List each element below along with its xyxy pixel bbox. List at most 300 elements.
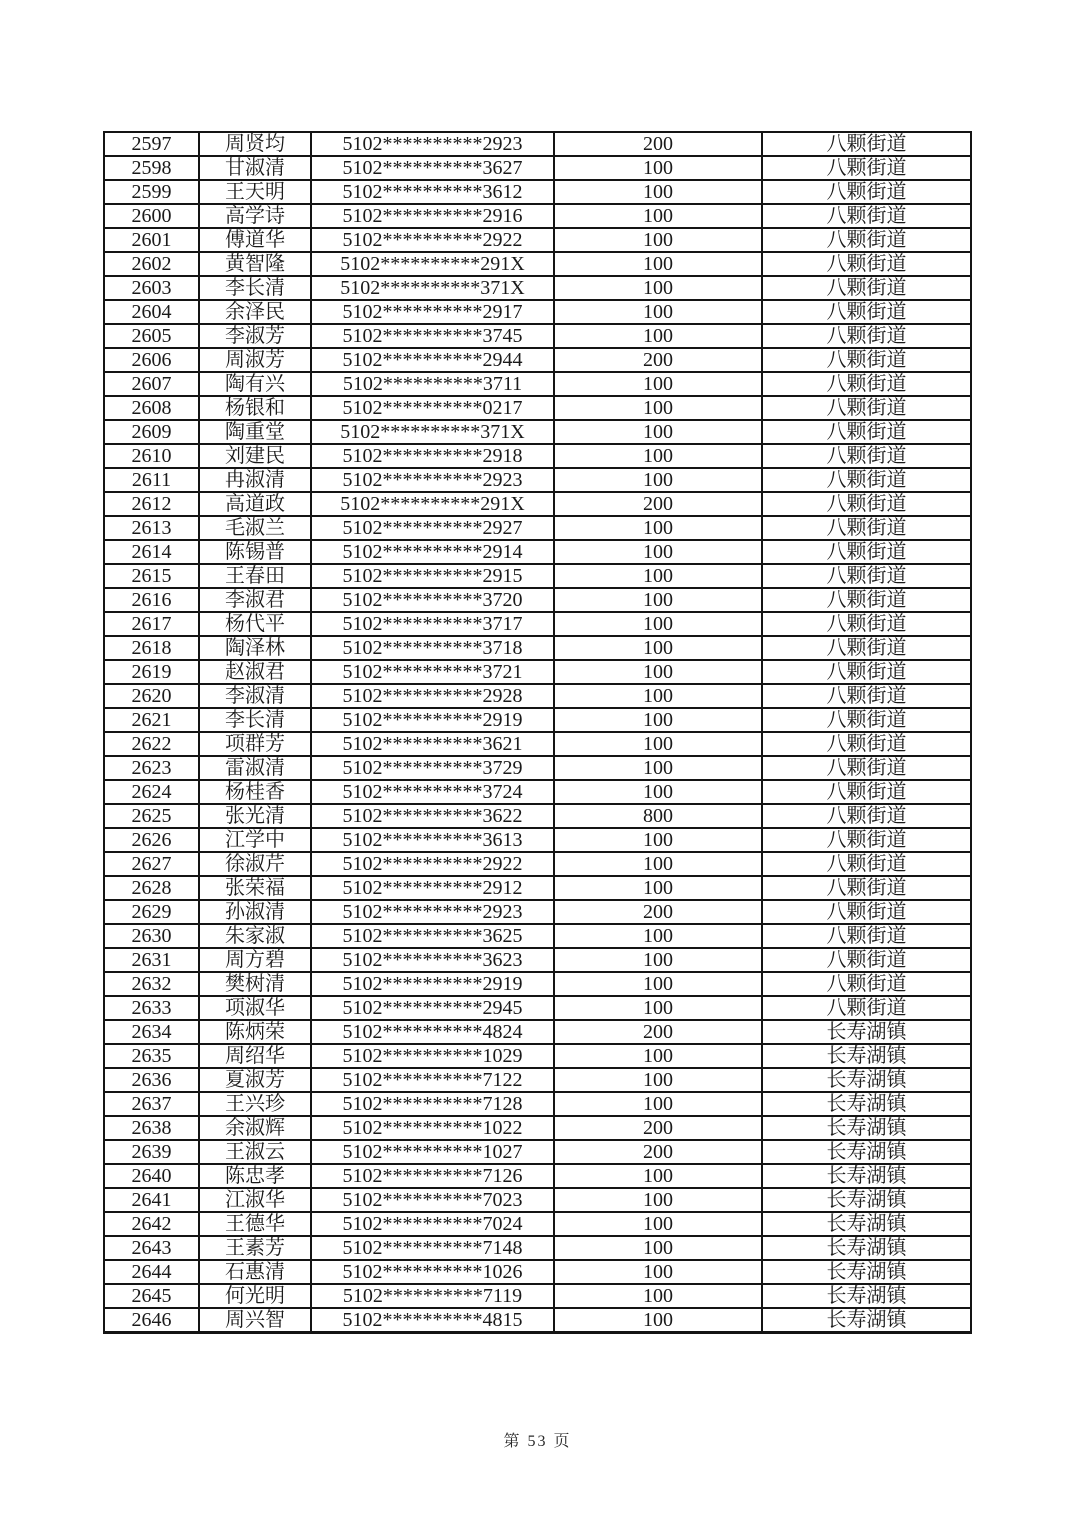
name-cell: 江学中 bbox=[199, 828, 311, 852]
id-number-cell: 5102**********7126 bbox=[311, 1164, 554, 1188]
table-row bbox=[104, 348, 971, 372]
table-row bbox=[104, 276, 971, 300]
id-number-cell: 5102**********3613 bbox=[311, 828, 554, 852]
id-number-cell: 5102**********4815 bbox=[311, 1308, 554, 1333]
name-cell: 王淑云 bbox=[199, 1140, 311, 1164]
district-cell: 八颗街道 bbox=[762, 564, 971, 588]
table-row bbox=[104, 1068, 971, 1092]
name-cell: 高道政 bbox=[199, 492, 311, 516]
district-cell: 长寿湖镇 bbox=[762, 1236, 971, 1260]
id-number-cell: 5102**********291X bbox=[311, 252, 554, 276]
district-cell: 长寿湖镇 bbox=[762, 1044, 971, 1068]
district-cell: 八颗街道 bbox=[762, 348, 971, 372]
amount-cell: 200 bbox=[554, 900, 762, 924]
district-cell: 八颗街道 bbox=[762, 876, 971, 900]
table-row bbox=[104, 468, 971, 492]
table-row bbox=[104, 324, 971, 348]
name-cell: 余淑辉 bbox=[199, 1116, 311, 1140]
amount-cell: 100 bbox=[554, 228, 762, 252]
id-number-cell: 5102**********2922 bbox=[311, 852, 554, 876]
id-number-cell: 5102**********3718 bbox=[311, 636, 554, 660]
name-cell: 甘淑清 bbox=[199, 156, 311, 180]
district-cell: 八颗街道 bbox=[762, 780, 971, 804]
table-row bbox=[104, 444, 971, 468]
table-row bbox=[104, 1284, 971, 1308]
table-row bbox=[104, 1116, 971, 1140]
id-number-cell: 5102**********7119 bbox=[311, 1284, 554, 1308]
id-number-cell: 5102**********7024 bbox=[311, 1212, 554, 1236]
amount-cell: 200 bbox=[554, 492, 762, 516]
id-number-cell: 5102**********2945 bbox=[311, 996, 554, 1020]
table-row bbox=[104, 900, 971, 924]
row-number-cell: 2618 bbox=[104, 636, 199, 660]
amount-cell: 100 bbox=[554, 540, 762, 564]
name-cell: 李长清 bbox=[199, 708, 311, 732]
district-cell: 八颗街道 bbox=[762, 420, 971, 444]
row-number-cell: 2637 bbox=[104, 1092, 199, 1116]
id-number-cell: 5102**********3729 bbox=[311, 756, 554, 780]
row-number-cell: 2609 bbox=[104, 420, 199, 444]
amount-cell: 200 bbox=[554, 1116, 762, 1140]
district-cell: 长寿湖镇 bbox=[762, 1092, 971, 1116]
name-cell: 何光明 bbox=[199, 1284, 311, 1308]
amount-cell: 100 bbox=[554, 972, 762, 996]
row-number-cell: 2638 bbox=[104, 1116, 199, 1140]
name-cell: 雷淑清 bbox=[199, 756, 311, 780]
id-number-cell: 5102**********7128 bbox=[311, 1092, 554, 1116]
name-cell: 赵淑君 bbox=[199, 660, 311, 684]
district-cell: 八颗街道 bbox=[762, 468, 971, 492]
id-number-cell: 5102**********3612 bbox=[311, 180, 554, 204]
row-number-cell: 2617 bbox=[104, 612, 199, 636]
name-cell: 李淑清 bbox=[199, 684, 311, 708]
id-number-cell: 5102**********371X bbox=[311, 276, 554, 300]
row-number-cell: 2615 bbox=[104, 564, 199, 588]
id-number-cell: 5102**********3623 bbox=[311, 948, 554, 972]
district-cell: 八颗街道 bbox=[762, 924, 971, 948]
table-row bbox=[104, 1260, 971, 1284]
id-number-cell: 5102**********1022 bbox=[311, 1116, 554, 1140]
row-number-cell: 2627 bbox=[104, 852, 199, 876]
row-number-cell: 2602 bbox=[104, 252, 199, 276]
amount-cell: 100 bbox=[554, 1164, 762, 1188]
id-number-cell: 5102**********2912 bbox=[311, 876, 554, 900]
table-row bbox=[104, 1020, 971, 1044]
district-cell: 长寿湖镇 bbox=[762, 1260, 971, 1284]
amount-cell: 100 bbox=[554, 276, 762, 300]
district-cell: 八颗街道 bbox=[762, 948, 971, 972]
amount-cell: 800 bbox=[554, 804, 762, 828]
amount-cell: 200 bbox=[554, 132, 762, 156]
district-cell: 八颗街道 bbox=[762, 852, 971, 876]
name-cell: 陈炳荣 bbox=[199, 1020, 311, 1044]
name-cell: 周贤均 bbox=[199, 132, 311, 156]
name-cell: 李长清 bbox=[199, 276, 311, 300]
district-cell: 八颗街道 bbox=[762, 900, 971, 924]
table-row bbox=[104, 1140, 971, 1164]
id-number-cell: 5102**********1029 bbox=[311, 1044, 554, 1068]
row-number-cell: 2597 bbox=[104, 132, 199, 156]
id-number-cell: 5102**********2915 bbox=[311, 564, 554, 588]
amount-cell: 100 bbox=[554, 636, 762, 660]
row-number-cell: 2598 bbox=[104, 156, 199, 180]
table-row bbox=[104, 660, 971, 684]
amount-cell: 200 bbox=[554, 348, 762, 372]
name-cell: 樊树清 bbox=[199, 972, 311, 996]
beneficiary-table bbox=[103, 131, 972, 1334]
id-number-cell: 5102**********2919 bbox=[311, 972, 554, 996]
district-cell: 长寿湖镇 bbox=[762, 1308, 971, 1333]
amount-cell: 100 bbox=[554, 588, 762, 612]
amount-cell: 100 bbox=[554, 852, 762, 876]
row-number-cell: 2604 bbox=[104, 300, 199, 324]
row-number-cell: 2636 bbox=[104, 1068, 199, 1092]
row-number-cell: 2623 bbox=[104, 756, 199, 780]
id-number-cell: 5102**********2918 bbox=[311, 444, 554, 468]
row-number-cell: 2640 bbox=[104, 1164, 199, 1188]
name-cell: 李淑芳 bbox=[199, 324, 311, 348]
row-number-cell: 2631 bbox=[104, 948, 199, 972]
id-number-cell: 5102**********291X bbox=[311, 492, 554, 516]
amount-cell: 100 bbox=[554, 180, 762, 204]
name-cell: 周绍华 bbox=[199, 1044, 311, 1068]
name-cell: 王素芳 bbox=[199, 1236, 311, 1260]
table-row bbox=[104, 492, 971, 516]
row-number-cell: 2633 bbox=[104, 996, 199, 1020]
id-number-cell: 5102**********3721 bbox=[311, 660, 554, 684]
name-cell: 石惠清 bbox=[199, 1260, 311, 1284]
row-number-cell: 2608 bbox=[104, 396, 199, 420]
table-row bbox=[104, 876, 971, 900]
amount-cell: 100 bbox=[554, 468, 762, 492]
table-row bbox=[104, 420, 971, 444]
district-cell: 八颗街道 bbox=[762, 444, 971, 468]
name-cell: 项淑华 bbox=[199, 996, 311, 1020]
row-number-cell: 2642 bbox=[104, 1212, 199, 1236]
name-cell: 张荣福 bbox=[199, 876, 311, 900]
row-number-cell: 2610 bbox=[104, 444, 199, 468]
row-number-cell: 2628 bbox=[104, 876, 199, 900]
id-number-cell: 5102**********1027 bbox=[311, 1140, 554, 1164]
table-row bbox=[104, 1044, 971, 1068]
id-number-cell: 5102**********3717 bbox=[311, 612, 554, 636]
row-number-cell: 2612 bbox=[104, 492, 199, 516]
id-number-cell: 5102**********3745 bbox=[311, 324, 554, 348]
table-row bbox=[104, 372, 971, 396]
table-row bbox=[104, 396, 971, 420]
id-number-cell: 5102**********0217 bbox=[311, 396, 554, 420]
amount-cell: 100 bbox=[554, 156, 762, 180]
name-cell: 余泽民 bbox=[199, 300, 311, 324]
amount-cell: 100 bbox=[554, 708, 762, 732]
id-number-cell: 5102**********3625 bbox=[311, 924, 554, 948]
table-row bbox=[104, 180, 971, 204]
amount-cell: 100 bbox=[554, 1092, 762, 1116]
district-cell: 八颗街道 bbox=[762, 540, 971, 564]
row-number-cell: 2635 bbox=[104, 1044, 199, 1068]
amount-cell: 100 bbox=[554, 516, 762, 540]
table-row bbox=[104, 756, 971, 780]
district-cell: 八颗街道 bbox=[762, 636, 971, 660]
district-cell: 八颗街道 bbox=[762, 684, 971, 708]
district-cell: 八颗街道 bbox=[762, 156, 971, 180]
row-number-cell: 2645 bbox=[104, 1284, 199, 1308]
row-number-cell: 2603 bbox=[104, 276, 199, 300]
row-number-cell: 2601 bbox=[104, 228, 199, 252]
id-number-cell: 5102**********2922 bbox=[311, 228, 554, 252]
id-number-cell: 5102**********2917 bbox=[311, 300, 554, 324]
table-row bbox=[104, 516, 971, 540]
table-row bbox=[104, 1188, 971, 1212]
table-row bbox=[104, 156, 971, 180]
district-cell: 八颗街道 bbox=[762, 204, 971, 228]
table-row bbox=[104, 684, 971, 708]
name-cell: 王天明 bbox=[199, 180, 311, 204]
district-cell: 长寿湖镇 bbox=[762, 1164, 971, 1188]
table-row bbox=[104, 1236, 971, 1260]
row-number-cell: 2641 bbox=[104, 1188, 199, 1212]
table-row bbox=[104, 948, 971, 972]
row-number-cell: 2622 bbox=[104, 732, 199, 756]
table-row bbox=[104, 732, 971, 756]
district-cell: 长寿湖镇 bbox=[762, 1116, 971, 1140]
row-number-cell: 2621 bbox=[104, 708, 199, 732]
id-number-cell: 5102**********3720 bbox=[311, 588, 554, 612]
district-cell: 长寿湖镇 bbox=[762, 1068, 971, 1092]
table-row bbox=[104, 780, 971, 804]
name-cell: 黄智隆 bbox=[199, 252, 311, 276]
district-cell: 八颗街道 bbox=[762, 972, 971, 996]
name-cell: 王德华 bbox=[199, 1212, 311, 1236]
name-cell: 杨代平 bbox=[199, 612, 311, 636]
id-number-cell: 5102**********7122 bbox=[311, 1068, 554, 1092]
district-cell: 长寿湖镇 bbox=[762, 1020, 971, 1044]
district-cell: 长寿湖镇 bbox=[762, 1188, 971, 1212]
name-cell: 陈忠孝 bbox=[199, 1164, 311, 1188]
name-cell: 毛淑兰 bbox=[199, 516, 311, 540]
district-cell: 八颗街道 bbox=[762, 732, 971, 756]
district-cell: 长寿湖镇 bbox=[762, 1212, 971, 1236]
district-cell: 八颗街道 bbox=[762, 708, 971, 732]
row-number-cell: 2624 bbox=[104, 780, 199, 804]
district-cell: 八颗街道 bbox=[762, 828, 971, 852]
amount-cell: 100 bbox=[554, 612, 762, 636]
district-cell: 八颗街道 bbox=[762, 996, 971, 1020]
row-number-cell: 2611 bbox=[104, 468, 199, 492]
amount-cell: 100 bbox=[554, 1260, 762, 1284]
name-cell: 杨银和 bbox=[199, 396, 311, 420]
district-cell: 八颗街道 bbox=[762, 228, 971, 252]
district-cell: 八颗街道 bbox=[762, 132, 971, 156]
name-cell: 李淑君 bbox=[199, 588, 311, 612]
name-cell: 王春田 bbox=[199, 564, 311, 588]
district-cell: 八颗街道 bbox=[762, 300, 971, 324]
amount-cell: 100 bbox=[554, 780, 762, 804]
amount-cell: 100 bbox=[554, 756, 762, 780]
amount-cell: 100 bbox=[554, 1044, 762, 1068]
name-cell: 杨桂香 bbox=[199, 780, 311, 804]
table-row bbox=[104, 252, 971, 276]
table-row bbox=[104, 540, 971, 564]
table-row bbox=[104, 924, 971, 948]
amount-cell: 100 bbox=[554, 684, 762, 708]
amount-cell: 100 bbox=[554, 252, 762, 276]
amount-cell: 100 bbox=[554, 396, 762, 420]
row-number-cell: 2616 bbox=[104, 588, 199, 612]
name-cell: 徐淑芹 bbox=[199, 852, 311, 876]
amount-cell: 100 bbox=[554, 924, 762, 948]
name-cell: 周淑芳 bbox=[199, 348, 311, 372]
name-cell: 孙淑清 bbox=[199, 900, 311, 924]
table-row bbox=[104, 636, 971, 660]
amount-cell: 100 bbox=[554, 1212, 762, 1236]
name-cell: 高学诗 bbox=[199, 204, 311, 228]
district-cell: 八颗街道 bbox=[762, 324, 971, 348]
amount-cell: 100 bbox=[554, 948, 762, 972]
district-cell: 八颗街道 bbox=[762, 492, 971, 516]
district-cell: 八颗街道 bbox=[762, 804, 971, 828]
table-row bbox=[104, 564, 971, 588]
amount-cell: 100 bbox=[554, 876, 762, 900]
name-cell: 王兴珍 bbox=[199, 1092, 311, 1116]
table-row bbox=[104, 828, 971, 852]
id-number-cell: 5102**********4824 bbox=[311, 1020, 554, 1044]
table-row bbox=[104, 1308, 971, 1333]
amount-cell: 100 bbox=[554, 1308, 762, 1333]
row-number-cell: 2600 bbox=[104, 204, 199, 228]
amount-cell: 100 bbox=[554, 564, 762, 588]
table-row bbox=[104, 132, 971, 156]
row-number-cell: 2646 bbox=[104, 1308, 199, 1333]
table-row bbox=[104, 612, 971, 636]
amount-cell: 100 bbox=[554, 444, 762, 468]
amount-cell: 100 bbox=[554, 204, 762, 228]
name-cell: 冉淑清 bbox=[199, 468, 311, 492]
table-row bbox=[104, 588, 971, 612]
row-number-cell: 2620 bbox=[104, 684, 199, 708]
name-cell: 傅道华 bbox=[199, 228, 311, 252]
id-number-cell: 5102**********3621 bbox=[311, 732, 554, 756]
name-cell: 刘建民 bbox=[199, 444, 311, 468]
amount-cell: 100 bbox=[554, 1068, 762, 1092]
table-row bbox=[104, 1092, 971, 1116]
table-row bbox=[104, 1164, 971, 1188]
amount-cell: 100 bbox=[554, 1236, 762, 1260]
district-cell: 长寿湖镇 bbox=[762, 1140, 971, 1164]
id-number-cell: 5102**********2923 bbox=[311, 468, 554, 492]
table-row bbox=[104, 300, 971, 324]
id-number-cell: 5102**********2928 bbox=[311, 684, 554, 708]
row-number-cell: 2632 bbox=[104, 972, 199, 996]
amount-cell: 200 bbox=[554, 1020, 762, 1044]
row-number-cell: 2634 bbox=[104, 1020, 199, 1044]
row-number-cell: 2626 bbox=[104, 828, 199, 852]
row-number-cell: 2614 bbox=[104, 540, 199, 564]
table-row bbox=[104, 1212, 971, 1236]
row-number-cell: 2644 bbox=[104, 1260, 199, 1284]
name-cell: 陈锡普 bbox=[199, 540, 311, 564]
name-cell: 项群芳 bbox=[199, 732, 311, 756]
name-cell: 江淑华 bbox=[199, 1188, 311, 1212]
table-row bbox=[104, 804, 971, 828]
page-number: 第 53 页 bbox=[503, 1433, 572, 1450]
table-row bbox=[104, 204, 971, 228]
row-number-cell: 2639 bbox=[104, 1140, 199, 1164]
district-cell: 八颗街道 bbox=[762, 588, 971, 612]
amount-cell: 100 bbox=[554, 324, 762, 348]
id-number-cell: 5102**********2923 bbox=[311, 900, 554, 924]
id-number-cell: 5102**********2914 bbox=[311, 540, 554, 564]
id-number-cell: 5102**********2923 bbox=[311, 132, 554, 156]
amount-cell: 100 bbox=[554, 372, 762, 396]
amount-cell: 100 bbox=[554, 1284, 762, 1308]
row-number-cell: 2625 bbox=[104, 804, 199, 828]
table-row bbox=[104, 708, 971, 732]
row-number-cell: 2643 bbox=[104, 1236, 199, 1260]
table-body bbox=[104, 132, 971, 1333]
amount-cell: 100 bbox=[554, 420, 762, 444]
row-number-cell: 2613 bbox=[104, 516, 199, 540]
district-cell: 八颗街道 bbox=[762, 180, 971, 204]
id-number-cell: 5102**********3627 bbox=[311, 156, 554, 180]
district-cell: 长寿湖镇 bbox=[762, 1284, 971, 1308]
id-number-cell: 5102**********3724 bbox=[311, 780, 554, 804]
name-cell: 陶泽林 bbox=[199, 636, 311, 660]
id-number-cell: 5102**********3711 bbox=[311, 372, 554, 396]
district-cell: 八颗街道 bbox=[762, 756, 971, 780]
table-row bbox=[104, 972, 971, 996]
id-number-cell: 5102**********1026 bbox=[311, 1260, 554, 1284]
amount-cell: 100 bbox=[554, 1188, 762, 1212]
id-number-cell: 5102**********7148 bbox=[311, 1236, 554, 1260]
district-cell: 八颗街道 bbox=[762, 612, 971, 636]
district-cell: 八颗街道 bbox=[762, 396, 971, 420]
id-number-cell: 5102**********2927 bbox=[311, 516, 554, 540]
row-number-cell: 2606 bbox=[104, 348, 199, 372]
name-cell: 朱家淑 bbox=[199, 924, 311, 948]
district-cell: 八颗街道 bbox=[762, 252, 971, 276]
id-number-cell: 5102**********3622 bbox=[311, 804, 554, 828]
name-cell: 陶有兴 bbox=[199, 372, 311, 396]
id-number-cell: 5102**********2919 bbox=[311, 708, 554, 732]
name-cell: 陶重堂 bbox=[199, 420, 311, 444]
name-cell: 周方碧 bbox=[199, 948, 311, 972]
id-number-cell: 5102**********2944 bbox=[311, 348, 554, 372]
id-number-cell: 5102**********2916 bbox=[311, 204, 554, 228]
name-cell: 夏淑芳 bbox=[199, 1068, 311, 1092]
table-row bbox=[104, 852, 971, 876]
row-number-cell: 2629 bbox=[104, 900, 199, 924]
row-number-cell: 2619 bbox=[104, 660, 199, 684]
amount-cell: 200 bbox=[554, 1140, 762, 1164]
district-cell: 八颗街道 bbox=[762, 372, 971, 396]
amount-cell: 100 bbox=[554, 732, 762, 756]
row-number-cell: 2607 bbox=[104, 372, 199, 396]
amount-cell: 100 bbox=[554, 660, 762, 684]
table-row bbox=[104, 228, 971, 252]
table-row bbox=[104, 996, 971, 1020]
row-number-cell: 2630 bbox=[104, 924, 199, 948]
amount-cell: 100 bbox=[554, 828, 762, 852]
name-cell: 张光清 bbox=[199, 804, 311, 828]
row-number-cell: 2599 bbox=[104, 180, 199, 204]
amount-cell: 100 bbox=[554, 996, 762, 1020]
district-cell: 八颗街道 bbox=[762, 516, 971, 540]
row-number-cell: 2605 bbox=[104, 324, 199, 348]
amount-cell: 100 bbox=[554, 300, 762, 324]
id-number-cell: 5102**********371X bbox=[311, 420, 554, 444]
name-cell: 周兴智 bbox=[199, 1308, 311, 1333]
